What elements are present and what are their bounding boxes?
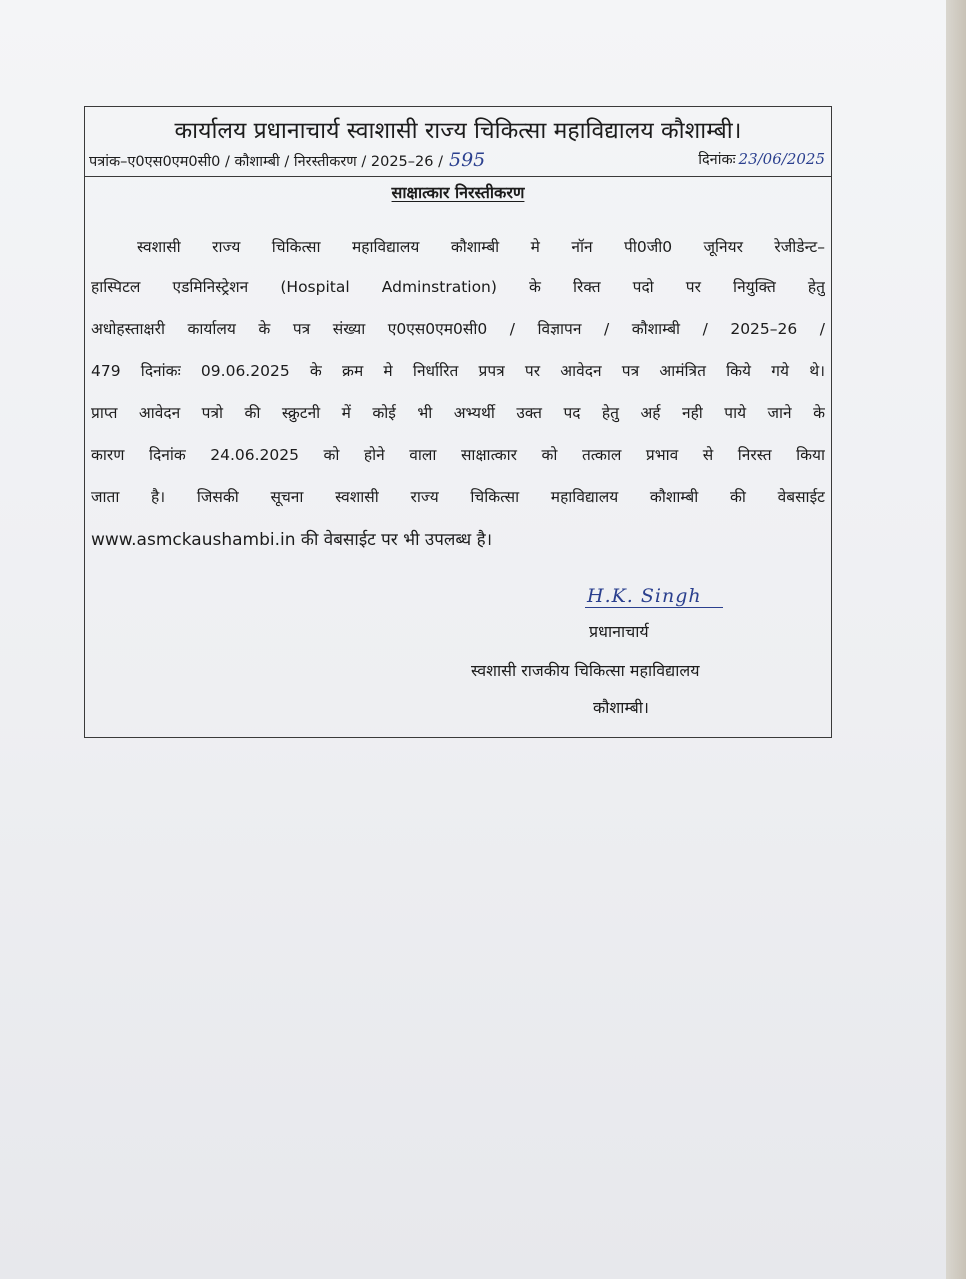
date-line: [698, 149, 825, 169]
reference-line: [89, 149, 485, 171]
date-label: दिनांकः: [698, 152, 736, 168]
body-line: अधोहस्ताक्षरी कार्यालय के पत्र संख्या ए0एस0एम0सी0 / विज्ञापन / कौशाम्बी / 2025–26 /: [91, 320, 825, 338]
body-line: स्वशासी राज्य चिकित्सा महाविद्यालय कौशाम्बी मे नॉन पी0जी0 जूनियर रेजीडेन्ट–: [137, 238, 825, 256]
handwritten-signature: H.K. Singh: [587, 585, 702, 607]
paper-edge: [946, 0, 966, 1279]
subject-heading: [85, 181, 831, 203]
body-line: प्राप्त आवेदन पत्रो की स्क्रुटनी में कोई भी अभ्यर्थी उक्त पद हेतु अर्ह नही पाये जाने के: [91, 404, 825, 422]
subject-text: साक्षात्कार निरस्तीकरण: [391, 183, 525, 202]
body-line: 479 दिनांकः 09.06.2025 के क्रम मे निर्धारित प्रपत्र पर आवेदन पत्र आमंत्रित किये गये थे।: [91, 362, 825, 380]
body-line: जाता है। जिसकी सूचना स्वशासी राज्य चिकित्सा महाविद्यालय कौशाम्बी की वेबसाईट: [91, 488, 825, 506]
signatory-place: कौशाम्बी।: [593, 698, 650, 717]
letter-header: [85, 107, 831, 177]
body-line: कारण दिनांक 24.06.2025 को होने वाला साक्षात्कार को तत्काल प्रभाव से निरस्त किया: [91, 446, 825, 464]
body-line: www.asmckaushambi.in की वेबसाईट पर भी उपलब्ध है।: [91, 530, 493, 550]
signature-underline: [585, 607, 723, 608]
date-value: 23/06/2025: [738, 150, 825, 168]
body-line: हास्पिटल एडमिनिस्ट्रेशन (Hospital Adminstration) के रिक्त पदो पर नियुक्ति हेतु: [91, 278, 825, 296]
reference-number: 595: [448, 149, 486, 171]
notice-box: [84, 106, 832, 738]
office-title: कार्यालय प्रधानाचार्य स्वाशासी राज्य चिकित्सा महाविद्यालय कौशाम्बी।: [174, 118, 742, 144]
signatory-title: प्रधानाचार्य: [589, 622, 649, 641]
signatory-college: स्वशासी राजकीय चिकित्सा महाविद्यालय: [471, 661, 700, 680]
reference-label: पत्रांक–ए0एस0एम0सी0 / कौशाम्बी / निरस्तीकरण / 2025–26 /: [89, 154, 443, 170]
